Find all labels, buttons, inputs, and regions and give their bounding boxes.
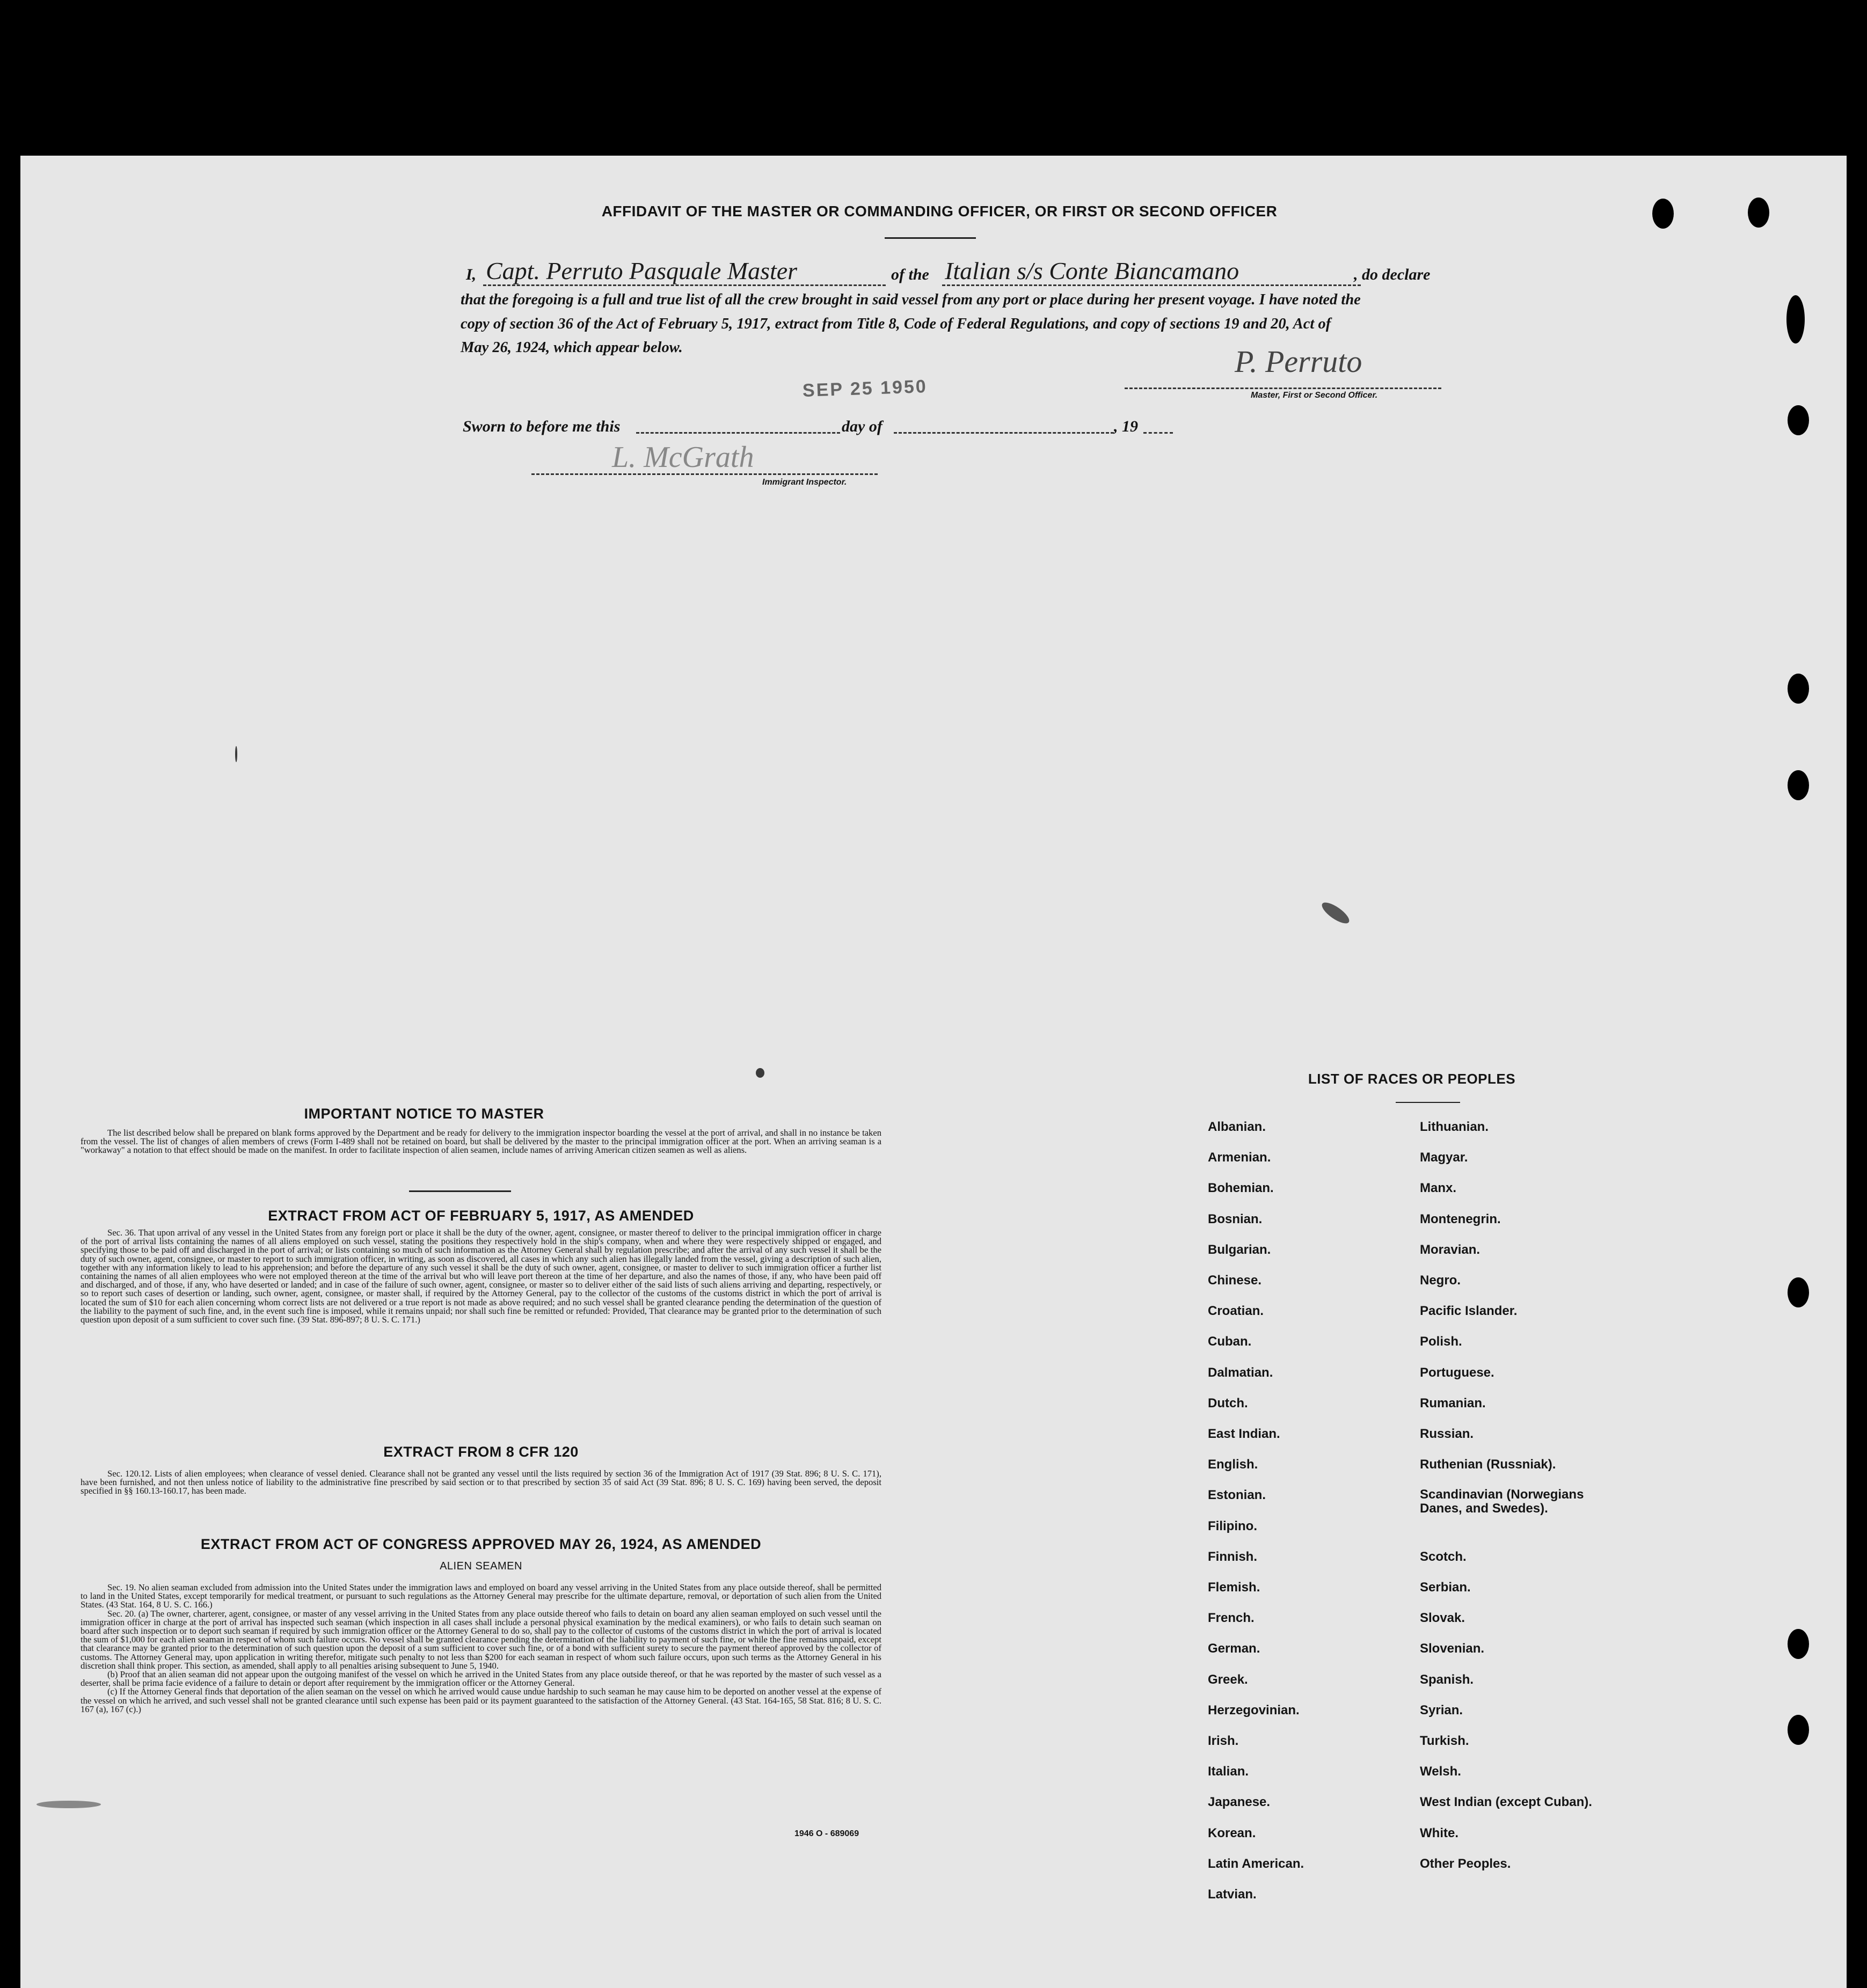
affidavit-line-3: copy of section 36 of the Act of February 5, 1917, extract from Title 8, Code of Federal Regulations, and copy of sections 19 and 20, Act of	[461, 316, 1331, 332]
race-item-left-16: French.	[1208, 1611, 1255, 1625]
race-item-right-16: Slovak.	[1420, 1611, 1465, 1625]
notice-divider	[409, 1190, 511, 1192]
inspector-caption: Immigrant Inspector.	[762, 478, 847, 487]
extract-1924-sec-19: Sec. 19. No alien seaman excluded from admission into the United States under the immigration laws and employed on board any vessel arriving in the United States from any place outside thereof, shall be permitted to land in the United States, except temporarily for medical treatment, or pursuant to such regulations as the Attorney General may prescribe for the ultimate departure, removal, or deportation of such alien from the United States. (43 Stat. 164, 8 U. S. C. 166.)	[81, 1582, 881, 1610]
race-item-left-20: Irish.	[1208, 1734, 1239, 1748]
vessel-name: Italian s/s Conte Biancamano	[945, 257, 1239, 284]
declare-label: , do declare	[1354, 266, 1431, 283]
race-item-right-7: Polish.	[1420, 1334, 1462, 1349]
punch-hole	[1788, 770, 1809, 800]
race-item-left-14: Finnish.	[1208, 1550, 1257, 1564]
punch-hole	[1788, 1277, 1809, 1307]
race-item-left-11: English.	[1208, 1457, 1258, 1472]
races-heading: LIST OF RACES OR PEOPLES	[1308, 1071, 1516, 1087]
race-item-right-10: Russian.	[1420, 1427, 1474, 1441]
extract-1917-text	[81, 1229, 881, 1324]
race-item-left-18: Greek.	[1208, 1672, 1248, 1687]
ink-mark	[756, 1068, 764, 1078]
master-signature: P. Perruto	[1235, 344, 1362, 379]
day-of-label: day of	[842, 418, 883, 435]
ink-mark	[235, 746, 237, 762]
vessel-name-line	[942, 284, 1361, 286]
punch-hole	[1788, 1715, 1809, 1745]
race-item-left-24: Latin American.	[1208, 1857, 1304, 1871]
extract-cfr-paragraph: Sec. 120.12. Lists of alien employees; when clearance of vessel denied. Clearance shall not be granted any vessel until the lists required by section 36 of the Immigration Act of 1917 (39 Stat. 896; 8 U. S. C. 171), have been furnished, and not then unless notice of liability to the administrative fine prescribed by said section or to that prescribed by section 35 of said Act (39 Stat. 896; 8 U. S. C. 169) having been served, the deposit specified in §§ 160.13-160.17, has been made.	[81, 1468, 881, 1496]
race-item-right-14: Scotch.	[1420, 1550, 1467, 1564]
race-item-right-0: Lithuanian.	[1420, 1120, 1489, 1134]
race-item-right-15: Serbian.	[1420, 1580, 1471, 1595]
race-item-left-3: Bosnian.	[1208, 1212, 1263, 1226]
race-item-left-1: Armenian.	[1208, 1150, 1271, 1165]
of-the-label: of the	[891, 266, 929, 283]
race-item-left-13: Filipino.	[1208, 1519, 1257, 1533]
year-label: , 19	[1114, 418, 1138, 435]
affidavit-title: AFFIDAVIT OF THE MASTER OR COMMANDING OFFICER, OR FIRST OR SECOND OFFICER	[601, 203, 1278, 220]
affidavit-prefix: I,	[466, 266, 477, 283]
master-signature-line	[1125, 388, 1441, 389]
race-item-left-2: Bohemian.	[1208, 1181, 1274, 1195]
punch-hole	[1788, 674, 1809, 704]
race-item-right-9: Rumanian.	[1420, 1396, 1486, 1410]
race-item-left-23: Korean.	[1208, 1826, 1256, 1840]
sworn-day-line	[636, 432, 840, 434]
race-item-right-20: Turkish.	[1420, 1734, 1469, 1748]
race-item-right-21: Welsh.	[1420, 1764, 1461, 1779]
print-code: 1946 O - 689069	[794, 1829, 859, 1838]
race-item-left-25: Latvian.	[1208, 1887, 1257, 1902]
race-item-right-23: White.	[1420, 1826, 1458, 1840]
race-item-right-22: West Indian (except Cuban).	[1420, 1795, 1592, 1809]
race-item-left-21: Italian.	[1208, 1764, 1249, 1779]
notice-heading: IMPORTANT NOTICE TO MASTER	[304, 1106, 544, 1122]
race-item-right-4: Moravian.	[1420, 1242, 1481, 1257]
alien-seamen-subheading: ALIEN SEAMEN	[440, 1560, 522, 1572]
master-signature-caption: Master, First or Second Officer.	[1251, 391, 1378, 400]
race-item-left-9: Dutch.	[1208, 1396, 1248, 1410]
officer-name: Capt. Perruto Pasquale Master	[486, 257, 798, 284]
notice-paragraph: The list described below shall be prepared on blank forms approved by the Department and be ready for delivery to the immigration inspector boarding the vessel at the port of arrival, and shall in no instance be taken from the vessel. The list of changes of alien members of crews (Form I-489 shall not be retained on board, but shall be delivered by the master to the principal immigration officer at the port. When an arriving seaman is a "workaway" a notation to that effect should be made on the manifest. In order to facilitate inspection of alien seamen, include names of arriving American citizen seamen as well as aliens.	[81, 1128, 881, 1156]
race-item-right-2: Manx.	[1420, 1181, 1457, 1195]
extract-1917-paragraph: Sec. 36. That upon arrival of any vessel in the United States from any foreign port or place it shall be the duty of the owner, agent, consignee, or master thereof to deliver to the principal immigration officer in charge of the port of arrival lists containing the names of all aliens employed on such vessel, stating the positions they respectively hold in the ship's company, when and where they were respectively shipped or engaged, and specifying those to be paid off and discharged in the port of arrival; or lists containing so much of such information as the Attorney General shall by regulation prescribe; and after the arrival of any such vessel it shall be the duty of such owner, agent, consignee, or master to report to such immigration officer, in writing, as soon as discovered, all cases in which any such alien has illegally landed from the vessel, giving a description of such alien, together with any information likely to lead to his apprehension; and before the departure of any such vessel it shall be the duty of such owner, agent, consignee, or master to deliver to such immigration officer a further list containing the names of all alien employees who were not employed thereon at the time of the arrival but who will leave port thereon at the time of her departure, and also the names of those, if any, who have been paid off and discharged, and of those, if any, who have deserted or landed; and in case of the failure of such owner, agent, consignee, or master so to deliver either of the said lists of such aliens arriving and departing, respectively, or so to report such cases of desertion or landing, such owner, agent, consignee, or master shall, if required by the Attorney General, pay to the collector of the customs of the customs district in which the port of arrival is located the sum of $10 for each alien concerning whom correct lists are not delivered or a true report is not made as above required; and no such vessel shall be granted clearance pending the determination of the question of the liability to the payment of such fine, and, in the event such fine is imposed, while it remains unpaid; nor shall such fine be remitted or refunded: Provided, That clearance may be granted prior to the determination of such question upon deposit of a sum sufficient to cover such fine. (39 Stat. 896-897; 8 U. S. C. 171.)	[81, 1227, 881, 1325]
race-item-left-10: East Indian.	[1208, 1427, 1280, 1441]
race-item-right-5: Negro.	[1420, 1273, 1461, 1288]
affidavit-line-2: that the foregoing is a full and true list of all the crew brought in said vessel from any port or place during her present voyage. I have noted the	[461, 291, 1361, 308]
race-item-left-5: Chinese.	[1208, 1273, 1262, 1288]
extract-cfr-heading: EXTRACT FROM 8 CFR 120	[383, 1444, 579, 1460]
race-item-left-12: Estonian.	[1208, 1488, 1266, 1502]
race-item-left-0: Albanian.	[1208, 1120, 1266, 1134]
date-stamp: SEP 25 1950	[802, 376, 928, 401]
sworn-month-line	[894, 432, 1114, 434]
title-divider	[885, 237, 976, 239]
punch-hole	[1788, 405, 1809, 435]
race-item-left-4: Bulgarian.	[1208, 1242, 1271, 1257]
punch-hole	[1788, 1629, 1809, 1659]
extract-1924-sec-20c: (c) If the Attorney General finds that deportation of the alien seaman on the vessel on which he arrived would cause undue hardship to such seaman he may cause him to be deported on another vessel at the expense of the vessel on which he arrived, and such vessel shall not be granted clearance until such expense has been paid or its payment guaranteed to the satisfaction of the Attorney General. (43 Stat. 164-165, 58 Stat. 816; 8 U. S. C. 167 (a), 167 (c).)	[81, 1686, 881, 1714]
extract-1924-heading: EXTRACT FROM ACT OF CONGRESS APPROVED MAY 26, 1924, AS AMENDED	[200, 1536, 762, 1552]
extract-cfr-text	[81, 1470, 881, 1496]
race-item-left-6: Croatian.	[1208, 1304, 1264, 1318]
race-item-left-22: Japanese.	[1208, 1795, 1271, 1809]
punch-hole	[1786, 295, 1805, 343]
race-item-right-12: Scandinavian (Norwegians Danes, and Swedes).	[1420, 1487, 1584, 1516]
punch-hole	[1652, 199, 1674, 229]
race-item-right-17: Slovenian.	[1420, 1641, 1485, 1656]
sworn-year-line	[1143, 432, 1173, 434]
punch-hole	[1748, 198, 1769, 228]
race-item-left-15: Flemish.	[1208, 1580, 1260, 1595]
affidavit-line-4: May 26, 1924, which appear below.	[461, 339, 683, 356]
inspector-signature-line	[531, 473, 878, 475]
race-item-right-3: Montenegrin.	[1420, 1212, 1501, 1226]
race-item-right-8: Portuguese.	[1420, 1365, 1494, 1380]
extract-1924-sec-20b: (b) Proof that an alien seaman did not appear upon the outgoing manifest of the vessel on which he arrived in the United States from any place outside thereof, or that he was reported by the master of such vessel as a deserter, shall be prima facie evidence of a failure to detain or deport after requirement by the immigration officer or the Attorney General.	[81, 1669, 881, 1689]
race-item-left-8: Dalmatian.	[1208, 1365, 1273, 1380]
race-item-right-6: Pacific Islander.	[1420, 1304, 1518, 1318]
race-item-right-11: Ruthenian (Russniak).	[1420, 1457, 1556, 1472]
race-item-right-1: Magyar.	[1420, 1150, 1468, 1165]
race-item-left-17: German.	[1208, 1641, 1260, 1656]
officer-name-line	[483, 284, 886, 286]
races-divider	[1396, 1102, 1460, 1103]
extract-1924-sec-20a: Sec. 20. (a) The owner, charterer, agent, consignee, or master of any vessel arriving in the United States from any place outside thereof who fails to detain on board any alien seaman employed on such vessel until the immigration officer in charge at the port of arrival has inspected such seaman (which inspection in all cases shall include a personal physical examination by the medical examiners), or who fails to detain such seaman on board after such inspection or to deport such seaman if required by such immigration officer or the Attorney General to do so, shall pay to the collector of customs of the customs district in which the port of arrival is located the sum of $1,000 for each alien seaman in respect of whom such failure occurs. No vessel shall be granted clearance pending the determination of the liability to payment of such fine, or while the fine remains unpaid, except that clearance may be granted prior to the determination of such question upon the deposit of a sum sufficient to cover such fine, or of a bond with sufficient surety to secure the payment thereof approved by the collector of customs. The Attorney General may, upon application in writing therefor, mitigate such penalty to not less than $200 for each seaman in respect of whom such failure occurs, upon such terms as the Attorney General in his discretion shall think proper. This section, as amended, shall apply to all penalties arising subsequent to June 5, 1940.	[81, 1608, 881, 1671]
ink-mark	[1319, 899, 1352, 927]
extract-1924-text	[81, 1583, 881, 1714]
extract-1917-heading: EXTRACT FROM ACT OF FEBRUARY 5, 1917, AS AMENDED	[268, 1208, 694, 1224]
race-item-right-24: Other Peoples.	[1420, 1857, 1511, 1871]
race-item-right-18: Spanish.	[1420, 1672, 1474, 1687]
inspector-signature: L. McGrath	[612, 441, 754, 474]
race-item-right-19: Syrian.	[1420, 1703, 1463, 1717]
race-item-left-7: Cuban.	[1208, 1334, 1252, 1349]
notice-text	[81, 1129, 881, 1155]
sworn-label: Sworn to before me this	[463, 418, 621, 435]
race-item-left-19: Herzegovinian.	[1208, 1703, 1300, 1717]
ink-mark	[37, 1801, 101, 1808]
